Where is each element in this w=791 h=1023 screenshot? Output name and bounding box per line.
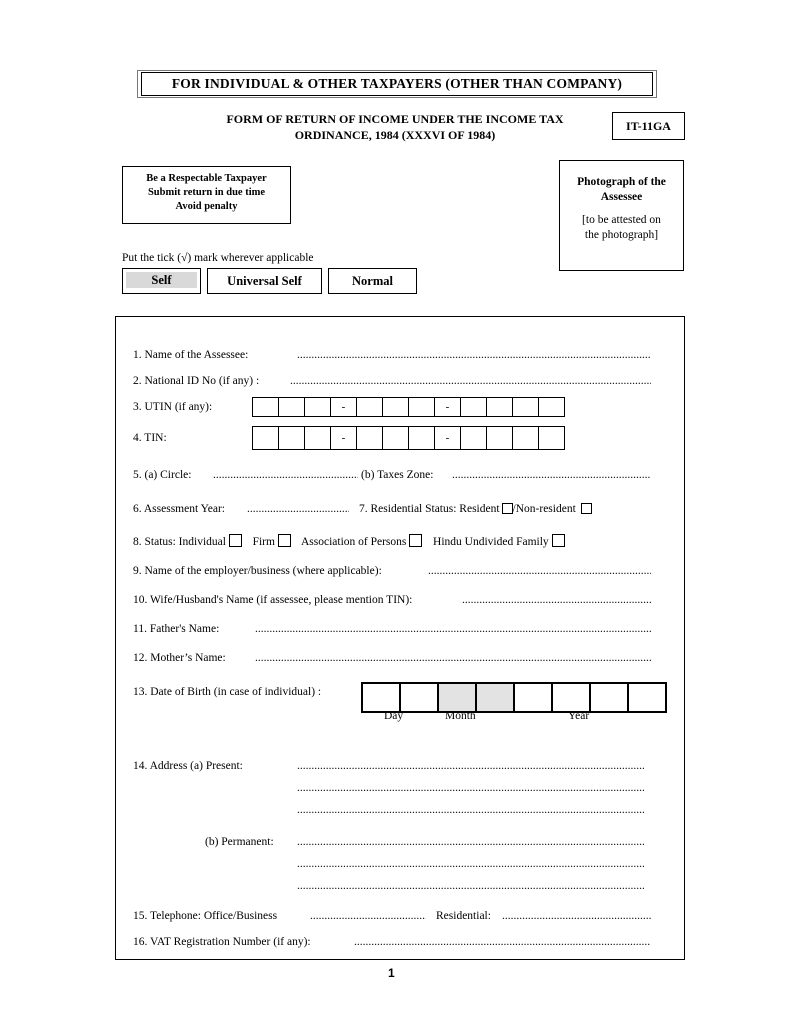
field-5a-input[interactable] bbox=[213, 468, 358, 482]
return-type-self-label: Self bbox=[126, 272, 197, 288]
form-title bbox=[200, 111, 590, 143]
field-2-label: 2. National ID No (if any) : bbox=[133, 375, 260, 387]
status-aop-checkbox[interactable] bbox=[409, 534, 422, 547]
field-5b-label: (b) Taxes Zone: bbox=[361, 469, 434, 481]
field-6-input[interactable] bbox=[247, 502, 349, 516]
field-16-label: 16. VAT Registration Number (if any): bbox=[133, 936, 311, 948]
field-10-input[interactable] bbox=[462, 593, 651, 607]
status-firm-checkbox[interactable] bbox=[278, 534, 291, 547]
tin-cell[interactable] bbox=[279, 426, 305, 450]
field-12-input[interactable] bbox=[255, 651, 651, 665]
dob-year-cell[interactable] bbox=[591, 684, 629, 711]
field-3-label: 3. UTIN (if any): bbox=[133, 401, 213, 413]
utin-cell[interactable] bbox=[305, 397, 331, 417]
tin-cell[interactable] bbox=[487, 426, 513, 450]
field-5a-label: 5. (a) Circle: bbox=[133, 469, 192, 481]
field-9-input[interactable] bbox=[428, 564, 651, 578]
field-12-label: 12. Mother’s Name: bbox=[133, 652, 226, 664]
form-code: IT-11GA bbox=[612, 112, 685, 140]
photo-box[interactable] bbox=[559, 160, 684, 271]
header-banner: FOR INDIVIDUAL & OTHER TAXPAYERS (OTHER THAN COMPANY) bbox=[141, 72, 653, 96]
utin-separator: - bbox=[331, 397, 357, 417]
address-present-line2[interactable] bbox=[297, 781, 644, 795]
tin-cell[interactable] bbox=[305, 426, 331, 450]
field-8-label: 8. Status: Individual bbox=[133, 536, 226, 548]
tick-note: Put the tick (√) mark wherever applicable bbox=[122, 252, 314, 264]
form-title-line2: ORDINANCE, 1984 (XXXVI OF 1984) bbox=[294, 128, 496, 142]
field-1-label: 1. Name of the Assessee: bbox=[133, 349, 249, 361]
utin-cell[interactable] bbox=[357, 397, 383, 417]
field-1-input[interactable] bbox=[297, 348, 651, 362]
field-5b-input[interactable] bbox=[452, 468, 651, 482]
dob-year-cell[interactable] bbox=[515, 684, 553, 711]
utin-cell[interactable] bbox=[279, 397, 305, 417]
dob-day-cell[interactable] bbox=[363, 684, 401, 711]
slogan-line1: Be a Respectable Taxpayer bbox=[146, 173, 267, 184]
nonresident-checkbox[interactable] bbox=[581, 503, 592, 514]
dob-month-cell[interactable] bbox=[477, 684, 515, 711]
field-15b-label: Residential: bbox=[436, 910, 491, 922]
return-type-self[interactable] bbox=[122, 268, 201, 294]
field-2-input[interactable] bbox=[290, 374, 651, 388]
utin-cell[interactable] bbox=[409, 397, 435, 417]
telephone-office-input[interactable] bbox=[310, 909, 426, 923]
field-15-label: 15. Telephone: Office/Business bbox=[133, 910, 278, 922]
status-aop-label: Association of Persons bbox=[300, 536, 407, 548]
utin-cell[interactable] bbox=[539, 397, 565, 417]
dob-cells[interactable] bbox=[361, 682, 667, 713]
dob-year-label: Year bbox=[568, 710, 590, 722]
status-individual-checkbox[interactable] bbox=[229, 534, 242, 547]
field-9-label: 9. Name of the employer/business (where applicable): bbox=[133, 565, 382, 577]
utin-cell[interactable] bbox=[383, 397, 409, 417]
tin-cell[interactable] bbox=[409, 426, 435, 450]
field-7-nonresident-label: /Non-resident bbox=[512, 503, 576, 515]
photo-note1: [to be attested on bbox=[582, 214, 661, 226]
utin-separator: - bbox=[435, 397, 461, 417]
photo-note bbox=[560, 213, 683, 243]
dob-year-cell[interactable] bbox=[629, 684, 667, 711]
dob-month-cell[interactable] bbox=[439, 684, 477, 711]
slogan-box bbox=[122, 166, 291, 224]
field-14b-label: (b) Permanent: bbox=[205, 836, 274, 848]
tin-separator: - bbox=[331, 426, 357, 450]
field-8 bbox=[133, 534, 567, 549]
form-title-line1: FORM OF RETURN OF INCOME UNDER THE INCOME TAX bbox=[226, 112, 564, 126]
return-type-normal[interactable]: Normal bbox=[328, 268, 417, 294]
dob-year-cell[interactable] bbox=[553, 684, 591, 711]
tin-cell[interactable] bbox=[253, 426, 279, 450]
tin-cell[interactable] bbox=[461, 426, 487, 450]
photo-title2: Assessee bbox=[600, 191, 643, 203]
dob-day-label: Day bbox=[384, 710, 404, 722]
return-type-universal-self[interactable]: Universal Self bbox=[207, 268, 322, 294]
address-present-line3[interactable] bbox=[297, 803, 644, 817]
status-huf-label: Hindu Undivided Family bbox=[433, 536, 549, 548]
photo-title1: Photograph of the bbox=[577, 176, 666, 188]
photo-note2: the photograph] bbox=[584, 229, 659, 241]
resident-checkbox[interactable] bbox=[502, 503, 513, 514]
address-permanent-line1[interactable] bbox=[297, 835, 644, 849]
tin-cells[interactable] bbox=[252, 426, 565, 450]
utin-cell[interactable] bbox=[461, 397, 487, 417]
field-10-label: 10. Wife/Husband's Name (if assessee, please mention TIN): bbox=[133, 594, 413, 606]
tin-cell[interactable] bbox=[383, 426, 409, 450]
status-firm-label: Firm bbox=[252, 536, 275, 548]
utin-cell[interactable] bbox=[487, 397, 513, 417]
dob-day-cell[interactable] bbox=[401, 684, 439, 711]
utin-cell[interactable] bbox=[513, 397, 539, 417]
tin-cell[interactable] bbox=[539, 426, 565, 450]
field-13-label: 13. Date of Birth (in case of individual) : bbox=[133, 686, 322, 698]
address-present-line1[interactable] bbox=[297, 759, 644, 773]
field-6-label: 6. Assessment Year: bbox=[133, 503, 226, 515]
utin-cells[interactable] bbox=[252, 397, 565, 417]
tin-cell[interactable] bbox=[513, 426, 539, 450]
address-permanent-line3[interactable] bbox=[297, 879, 644, 893]
field-14a-label: 14. Address (a) Present: bbox=[133, 760, 243, 772]
status-huf-checkbox[interactable] bbox=[552, 534, 565, 547]
page-number: 1 bbox=[388, 966, 395, 980]
field-7 bbox=[359, 502, 594, 516]
field-7-label: 7. Residential Status: Resident bbox=[359, 503, 500, 515]
tin-cell[interactable] bbox=[357, 426, 383, 450]
field-11-input[interactable] bbox=[255, 622, 651, 636]
telephone-residential-input[interactable] bbox=[502, 909, 651, 923]
field-11-label: 11. Father's Name: bbox=[133, 623, 220, 635]
field-16-input[interactable] bbox=[354, 935, 651, 949]
field-4-label: 4. TIN: bbox=[133, 432, 167, 444]
utin-cell[interactable] bbox=[253, 397, 279, 417]
dob-month-label: Month bbox=[445, 710, 476, 722]
slogan-line2: Submit return in due time bbox=[147, 187, 266, 198]
tin-separator: - bbox=[435, 426, 461, 450]
slogan-line3: Avoid penalty bbox=[175, 201, 238, 212]
address-permanent-line2[interactable] bbox=[297, 857, 644, 871]
